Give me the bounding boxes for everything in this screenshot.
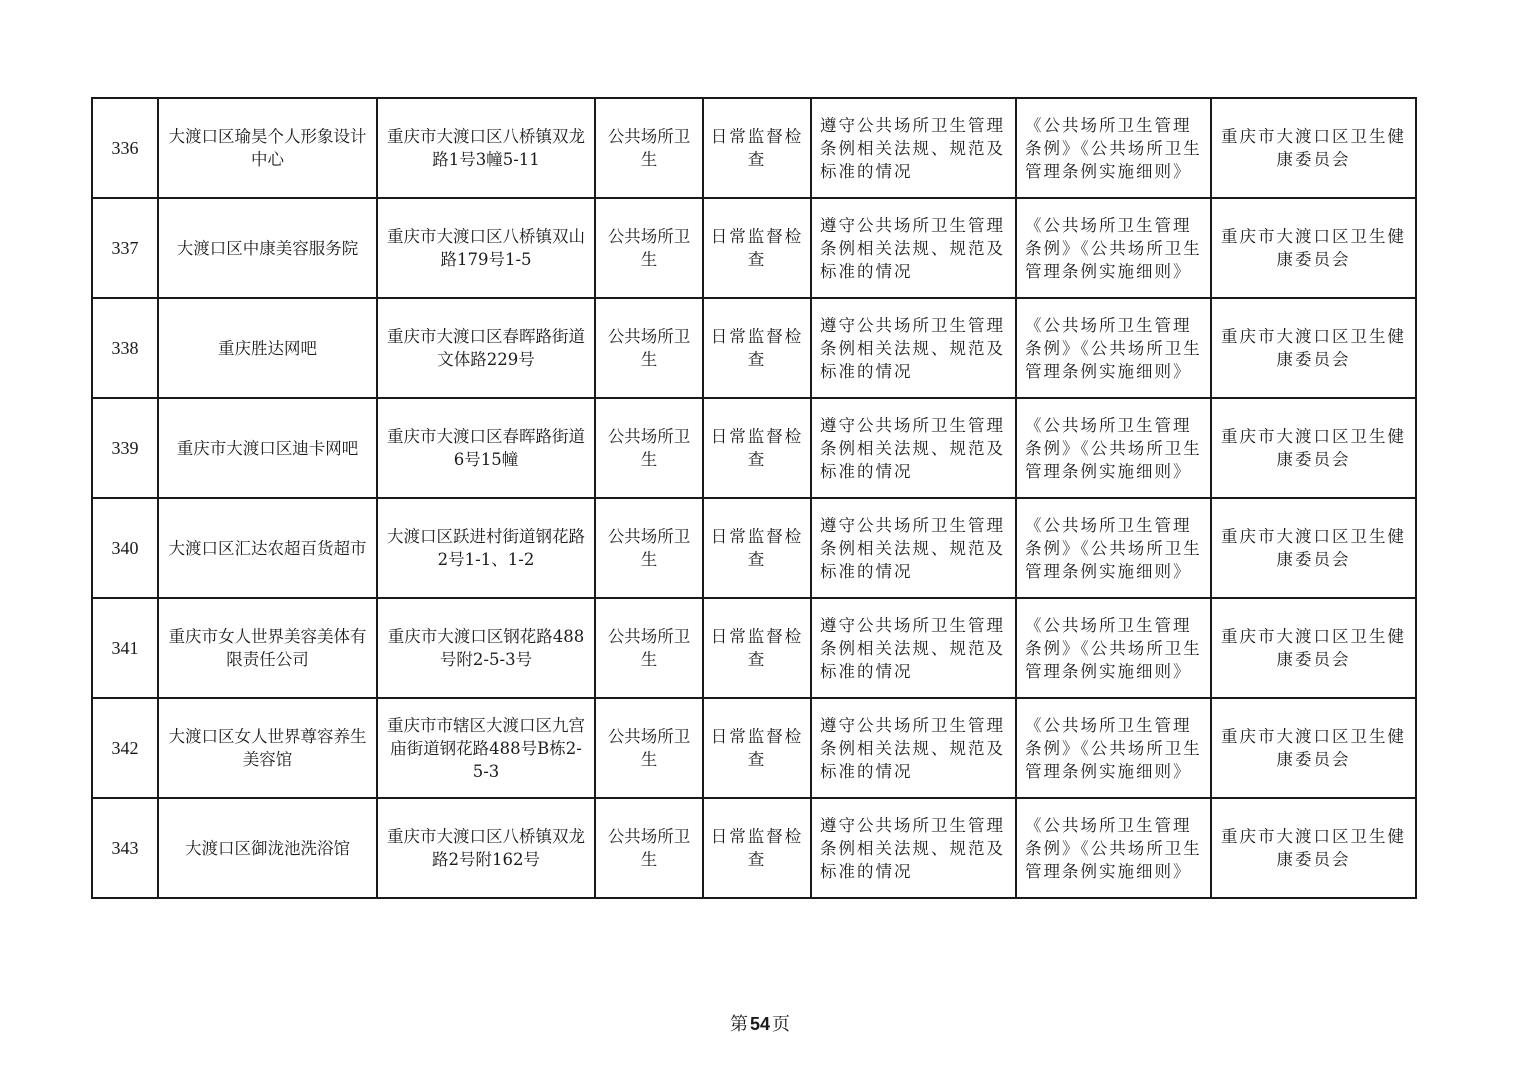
row-number: 340 xyxy=(92,498,158,598)
table-row xyxy=(92,198,1416,298)
table-row xyxy=(92,398,1416,498)
entity-address: 重庆市大渡口区春晖路街道文体路229号 xyxy=(377,298,595,398)
row-number: 339 xyxy=(92,398,158,498)
inspection-method: 日常监督检查 xyxy=(703,198,811,298)
entity-address: 重庆市大渡口区八桥镇双山路179号1-5 xyxy=(377,198,595,298)
inspecting-agency: 重庆市大渡口区卫生健康委员会 xyxy=(1211,398,1416,498)
entity-name: 大渡口区女人世界尊容养生美容馆 xyxy=(158,698,377,798)
inspection-method: 日常监督检查 xyxy=(703,698,811,798)
inspection-category: 公共场所卫生 xyxy=(595,98,703,198)
entity-name: 大渡口区御泷池洗浴馆 xyxy=(158,798,377,898)
inspection-category: 公共场所卫生 xyxy=(595,798,703,898)
entity-address: 重庆市大渡口区八桥镇双龙路2号附162号 xyxy=(377,798,595,898)
row-number: 341 xyxy=(92,598,158,698)
row-number: 338 xyxy=(92,298,158,398)
table-row xyxy=(92,798,1416,898)
inspection-method: 日常监督检查 xyxy=(703,498,811,598)
legal-basis: 《公共场所卫生管理条例》《公共场所卫生管理条例实施细则》 xyxy=(1016,398,1211,498)
inspection-content: 遵守公共场所卫生管理条例相关法规、规范及标准的情况 xyxy=(811,298,1016,398)
inspecting-agency: 重庆市大渡口区卫生健康委员会 xyxy=(1211,798,1416,898)
inspection-category: 公共场所卫生 xyxy=(595,398,703,498)
inspection-method: 日常监督检查 xyxy=(703,798,811,898)
legal-basis: 《公共场所卫生管理条例》《公共场所卫生管理条例实施细则》 xyxy=(1016,298,1211,398)
inspection-method: 日常监督检查 xyxy=(703,98,811,198)
inspection-category: 公共场所卫生 xyxy=(595,198,703,298)
inspection-method: 日常监督检查 xyxy=(703,598,811,698)
table-row xyxy=(92,498,1416,598)
legal-basis: 《公共场所卫生管理条例》《公共场所卫生管理条例实施细则》 xyxy=(1016,698,1211,798)
table-body xyxy=(92,98,1416,898)
inspection-content: 遵守公共场所卫生管理条例相关法规、规范及标准的情况 xyxy=(811,798,1016,898)
legal-basis: 《公共场所卫生管理条例》《公共场所卫生管理条例实施细则》 xyxy=(1016,798,1211,898)
inspection-content: 遵守公共场所卫生管理条例相关法规、规范及标准的情况 xyxy=(811,198,1016,298)
table-row xyxy=(92,298,1416,398)
inspecting-agency: 重庆市大渡口区卫生健康委员会 xyxy=(1211,698,1416,798)
entity-name: 大渡口区中康美容服务院 xyxy=(158,198,377,298)
page-number: 54 xyxy=(749,1014,771,1034)
table-row xyxy=(92,598,1416,698)
inspecting-agency: 重庆市大渡口区卫生健康委员会 xyxy=(1211,598,1416,698)
entity-address: 大渡口区跃进村街道钢花路2号1-1、1-2 xyxy=(377,498,595,598)
row-number: 337 xyxy=(92,198,158,298)
entity-name: 重庆市大渡口区迪卡网吧 xyxy=(158,398,377,498)
entity-name: 重庆胜达网吧 xyxy=(158,298,377,398)
inspection-content: 遵守公共场所卫生管理条例相关法规、规范及标准的情况 xyxy=(811,98,1016,198)
page-footer xyxy=(0,1010,1520,1036)
inspection-method: 日常监督检查 xyxy=(703,398,811,498)
entity-address: 重庆市大渡口区八桥镇双龙路1号3幢5-11 xyxy=(377,98,595,198)
page-suffix: 页 xyxy=(772,1014,791,1035)
legal-basis: 《公共场所卫生管理条例》《公共场所卫生管理条例实施细则》 xyxy=(1016,98,1211,198)
legal-basis: 《公共场所卫生管理条例》《公共场所卫生管理条例实施细则》 xyxy=(1016,198,1211,298)
row-number: 342 xyxy=(92,698,158,798)
entity-name: 大渡口区汇达农超百货超市 xyxy=(158,498,377,598)
inspection-category: 公共场所卫生 xyxy=(595,498,703,598)
inspection-content: 遵守公共场所卫生管理条例相关法规、规范及标准的情况 xyxy=(811,598,1016,698)
inspection-category: 公共场所卫生 xyxy=(595,298,703,398)
inspection-content: 遵守公共场所卫生管理条例相关法规、规范及标准的情况 xyxy=(811,398,1016,498)
inspecting-agency: 重庆市大渡口区卫生健康委员会 xyxy=(1211,298,1416,398)
inspecting-agency: 重庆市大渡口区卫生健康委员会 xyxy=(1211,198,1416,298)
entity-name: 重庆市女人世界美容美体有限责任公司 xyxy=(158,598,377,698)
legal-basis: 《公共场所卫生管理条例》《公共场所卫生管理条例实施细则》 xyxy=(1016,498,1211,598)
entity-name: 大渡口区瑜昊个人形象设计中心 xyxy=(158,98,377,198)
inspection-table xyxy=(91,97,1417,899)
entity-address: 重庆市大渡口区春晖路街道6号15幢 xyxy=(377,398,595,498)
row-number: 336 xyxy=(92,98,158,198)
inspection-content: 遵守公共场所卫生管理条例相关法规、规范及标准的情况 xyxy=(811,498,1016,598)
table-row xyxy=(92,98,1416,198)
row-number: 343 xyxy=(92,798,158,898)
inspecting-agency: 重庆市大渡口区卫生健康委员会 xyxy=(1211,98,1416,198)
page-prefix: 第 xyxy=(729,1014,748,1035)
inspection-category: 公共场所卫生 xyxy=(595,598,703,698)
entity-address: 重庆市市辖区大渡口区九宫庙街道钢花路488号B栋2-5-3 xyxy=(377,698,595,798)
entity-address: 重庆市大渡口区钢花路488号附2-5-3号 xyxy=(377,598,595,698)
inspection-content: 遵守公共场所卫生管理条例相关法规、规范及标准的情况 xyxy=(811,698,1016,798)
inspecting-agency: 重庆市大渡口区卫生健康委员会 xyxy=(1211,498,1416,598)
inspection-method: 日常监督检查 xyxy=(703,298,811,398)
inspection-category: 公共场所卫生 xyxy=(595,698,703,798)
table-row xyxy=(92,698,1416,798)
legal-basis: 《公共场所卫生管理条例》《公共场所卫生管理条例实施细则》 xyxy=(1016,598,1211,698)
